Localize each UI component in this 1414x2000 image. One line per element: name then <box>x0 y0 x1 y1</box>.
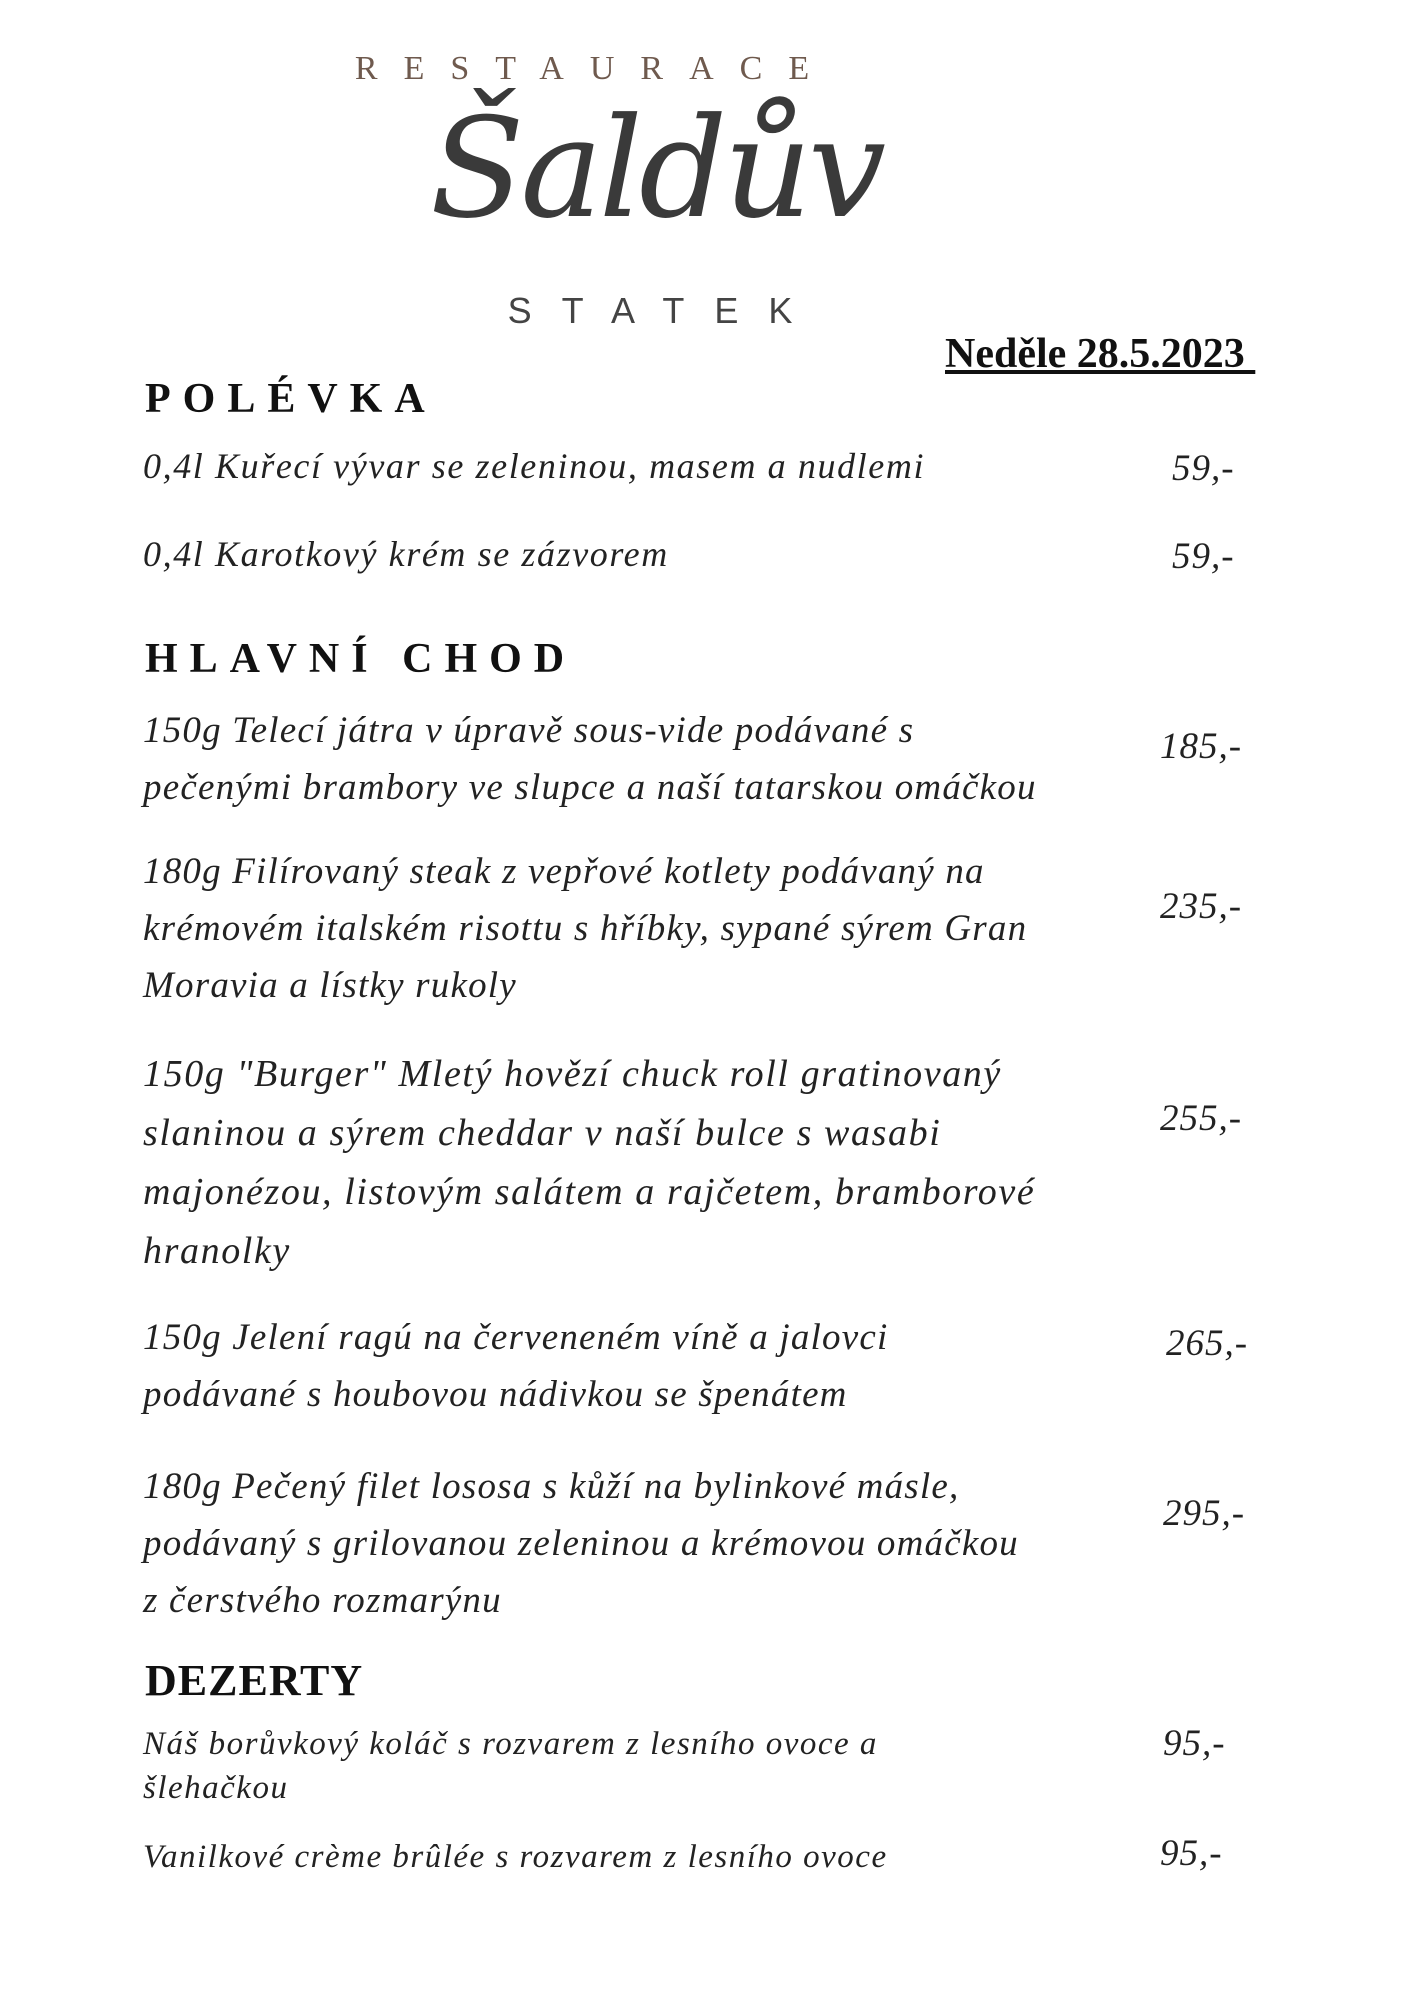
section-title-dessert: DEZERTY <box>145 1656 364 1705</box>
main-item <box>143 1458 1019 1629</box>
soup-item-price: 59,- <box>1172 536 1235 577</box>
soup-item-name: 0,4l Kuřecí vývar se zeleninou, masem a nudlemi <box>143 446 926 486</box>
main-item <box>143 843 1027 1014</box>
main-item <box>143 702 1037 816</box>
dessert-item-name: Náš borůvkový koláč s rozvarem z lesního ovoce a šlehačkou <box>143 1726 878 1806</box>
dessert-item-name: Vanilkové crème brûlée s rozvarem z lesního ovoce <box>143 1839 888 1875</box>
logo-restaurace: RESTAURACE <box>354 50 836 87</box>
soup-item-name: 0,4l Karotkový krém se zázvorem <box>143 534 669 574</box>
soup-item <box>143 445 925 487</box>
main-item <box>143 1309 888 1423</box>
dessert-item <box>143 1722 878 1810</box>
section-title-main: HLAVNÍ CHOD <box>145 636 577 682</box>
main-item-name: 150g Jelení ragú na červeneném víně a jalovci podávané s houbovou nádivkou se špenátem <box>143 1317 889 1415</box>
logo-statek: STATEK <box>507 290 823 331</box>
soup-item <box>143 533 669 575</box>
soup-item-price: 59,- <box>1172 448 1235 489</box>
main-item-price: 255,- <box>1160 1098 1243 1139</box>
main-item-price: 235,- <box>1160 886 1243 927</box>
main-item <box>143 1045 1035 1281</box>
main-item-name: 180g Pečený filet lososa s kůží na bylinkové másle, podávaný s grilovanou zeleninou a krémovou omáčkou z čerstvého rozmarýnu <box>143 1466 1019 1621</box>
dessert-item <box>143 1835 888 1879</box>
main-item-price: 185,- <box>1160 726 1243 767</box>
dessert-item-price: 95,- <box>1163 1723 1226 1764</box>
section-title-soup: POLÉVKA <box>145 376 437 422</box>
logo-script-name: Šaldův <box>430 88 883 249</box>
dessert-item-price: 95,- <box>1160 1833 1223 1874</box>
main-item-name: 180g Filírovaný steak z vepřové kotlety podávaný na krémovém italském risottu s hříbky, sypané sýrem Gran Moravia a lístky rukoly <box>143 851 1028 1006</box>
main-item-price: 265,- <box>1166 1323 1249 1364</box>
menu-date: Neděle 28.5.2023 <box>945 331 1256 377</box>
main-item-name: 150g "Burger" Mletý hovězí chuck roll gratinovaný slaninou a sýrem cheddar v naší bulce s wasabi majonézou, listovým salátem a rajčetem, bramborové hranolky <box>143 1053 1036 1272</box>
main-item-name: 150g Telecí játra v úpravě sous-vide podávané s pečenými brambory ve slupce a naší tatarskou omáčkou <box>143 710 1037 808</box>
main-item-price: 295,- <box>1163 1493 1246 1534</box>
